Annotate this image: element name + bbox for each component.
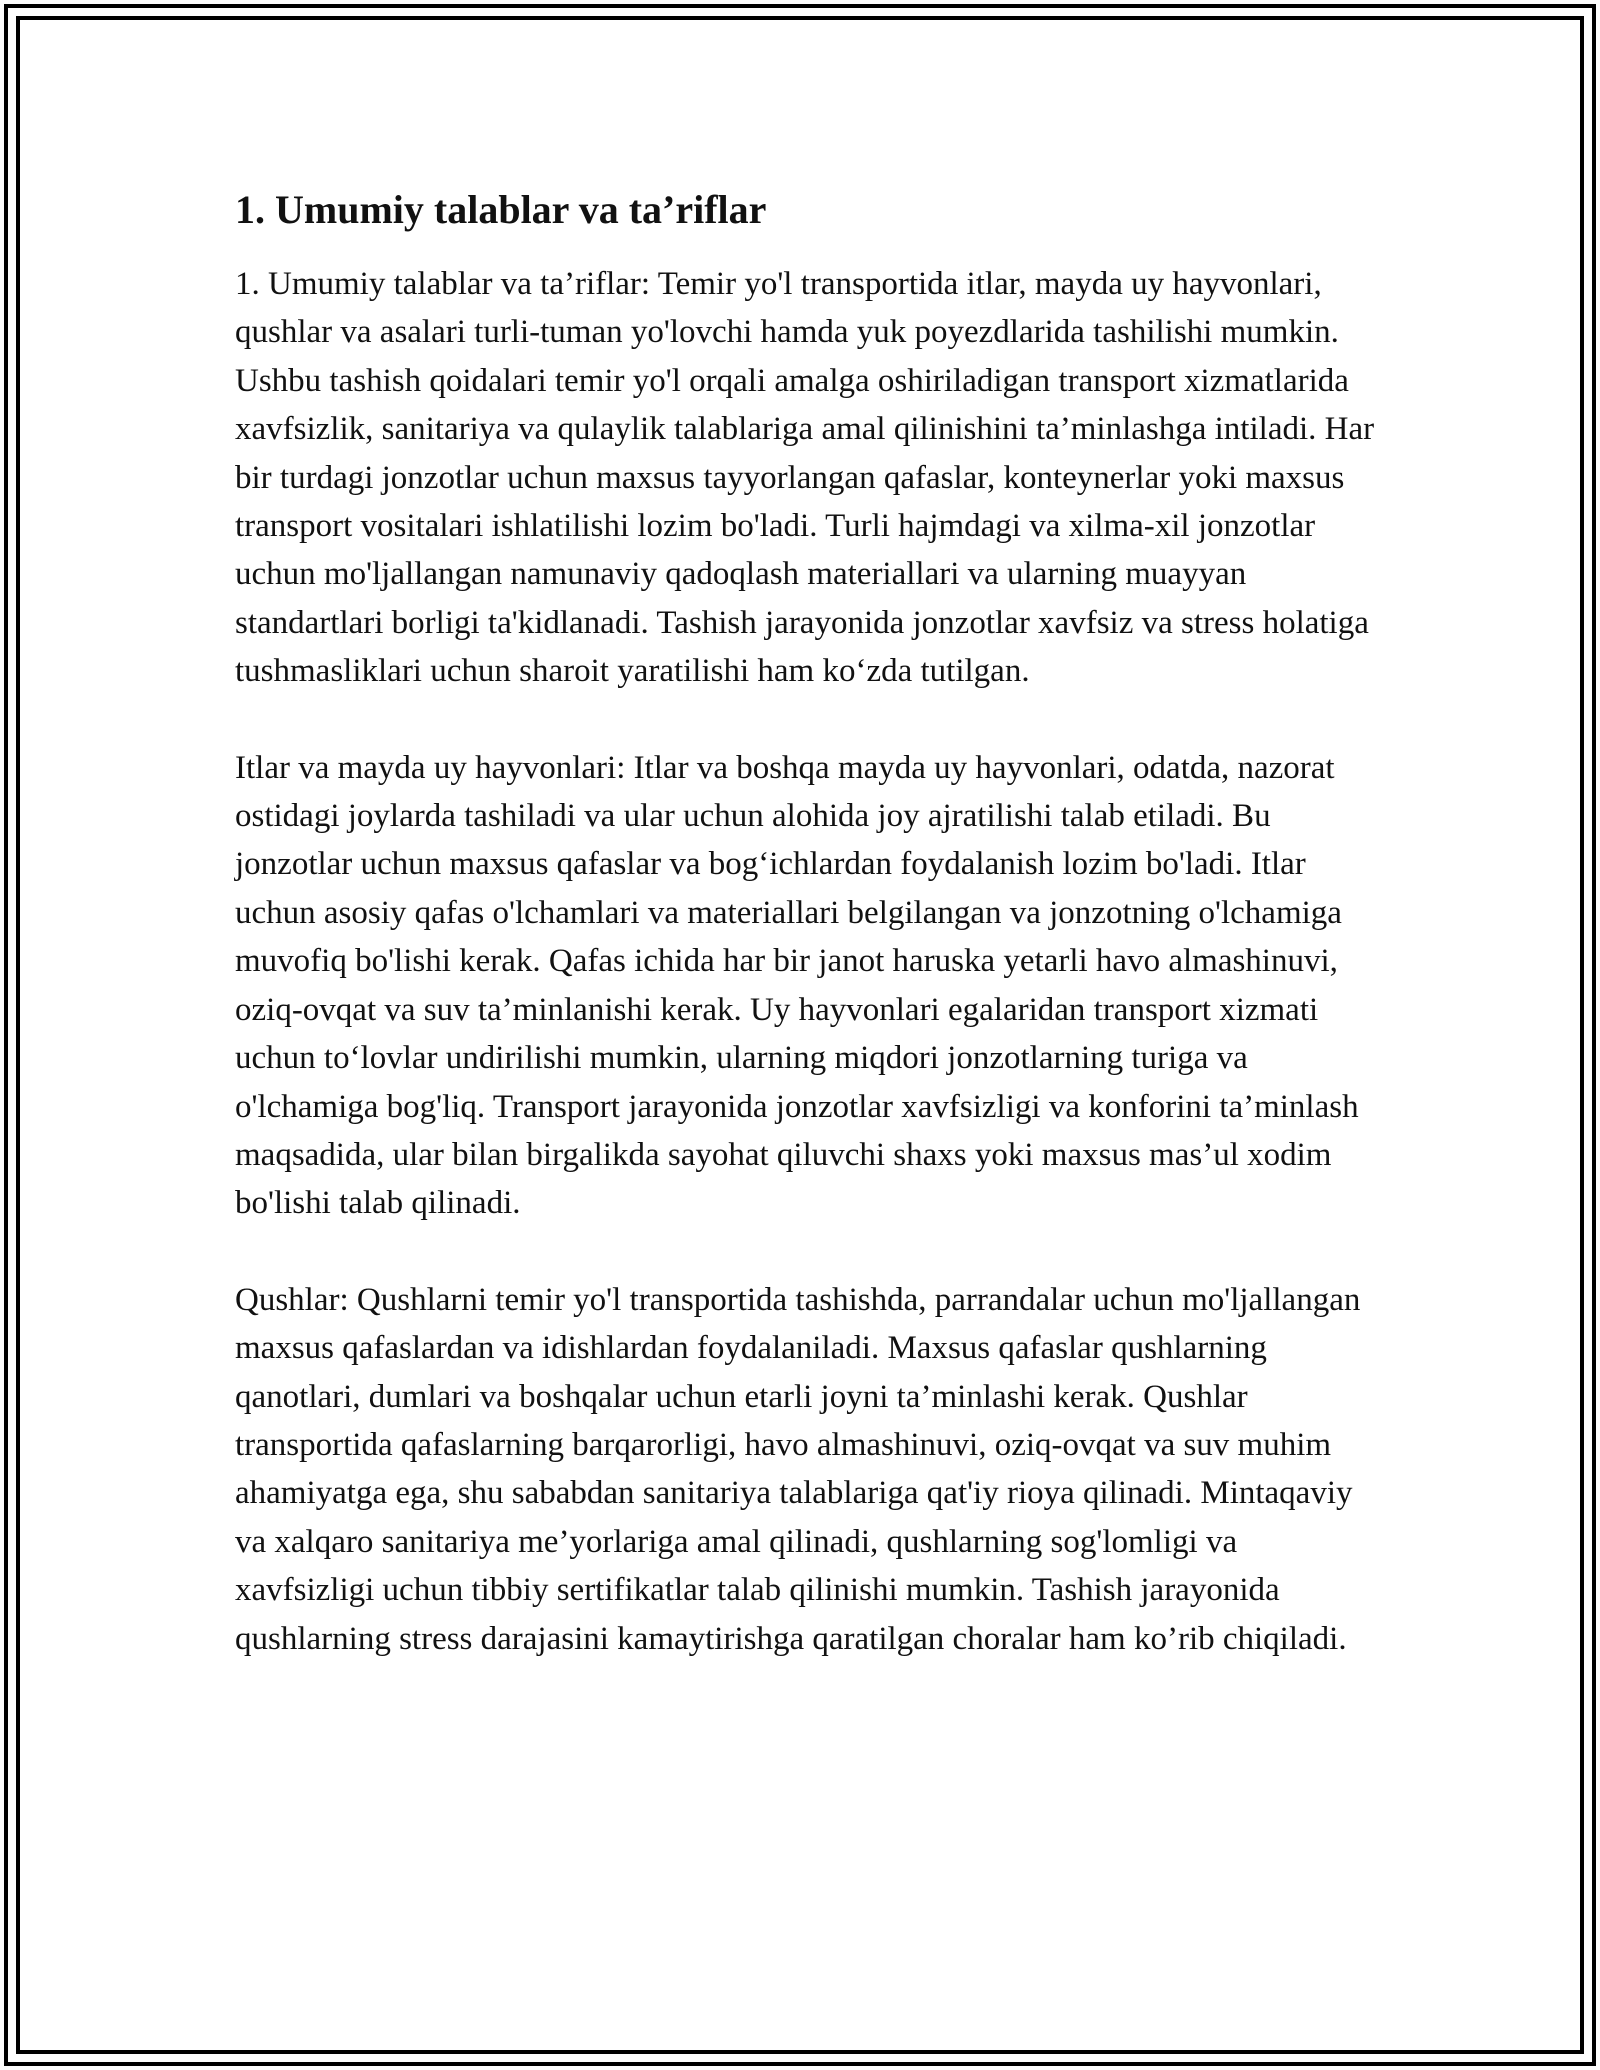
- paragraph-birds: Qushlar: Qushlarni temir yo'l transportida tashishda, parrandalar uchun mo'ljallangan maxsus qafaslardan va idishlardan foydalaniladi. Maxsus qafaslar qushlarning qanotlari, dumlari va boshqalar uchun etarli joyni ta’minlashi kerak. Qushlar transportida qafaslarning barqarorligi, havo almashinuvi, oziq-ovqat va suv muhim ahamiyatga ega, shu sababdan sanitariya talablariga qat'iy rioya qilinadi. Mintaqaviy va xalqaro sanitariya me’yorlariga amal qilinadi, qushlarning sog'lomligi va xavfsizligi uchun tibbiy sertifikatlar talab qilinishi mumkin. Tashish jarayonida qushlarning stress darajasini kamaytirishga qaratilgan choralar ham ko’rib chiqiladi.: [235, 1281, 1361, 1657]
- document-body: [235, 186, 1375, 1711]
- paragraph-general-requirements: 1. Umumiy talablar va ta’riflar: Temir yo'l transportida itlar, mayda uy hayvonlari, qushlar va asalari turli-tuman yo'lovchi hamda yuk poyezdlarida tashilishi mumkin. Ushbu tashish qoidalari temir yo'l orqali amalga oshiriladigan transport xizmatlarida xavfsizlik, sanitariya va qulaylik talablariga amal qilinishini ta’minlashga intiladi. Har bir turdagi jonzotlar uchun maxsus tayyorlangan qafaslar, konteynerlar yoki maxsus transport vositalari ishlatilishi lozim bo'ladi. Turli hajmdagi va xilma-xil jonzotlar uchun mo'ljallangan namunaviy qadoqlash materiallari va ularning muayyan standartlari borligi ta'kidlanadi. Tashish jarayonida jonzotlar xavfsiz va stress holatiga tushmasliklari uchun sharoit yaratilishi ham ko‘zda tutilgan.: [235, 266, 1375, 690]
- paragraph-dogs-small-pets: Itlar va mayda uy hayvonlari: Itlar va boshqa mayda uy hayvonlari, odatda, nazorat ostidagi joylarda tashiladi va ular uchun alohida joy ajratilishi talab etiladi. Bu jonzotlar uchun maxsus qafaslar va bog‘ichlardan foydalanish lozim bo'ladi. Itlar uchun asosiy qafas o'lchamlari va materiallari belgilangan va jonzotning o'lchamiga muvofiq bo'lishi kerak. Qafas ichida har bir janot haruska yetarli havo almashinuvi, oziq-ovqat va suv ta’minlanishi kerak. Uy hayvonlari egalaridan transport xizmati uchun to‘lovlar undirilishi mumkin, ularning miqdori jonzotlarning turiga va o'lchamiga bog'liq. Transport jarayonida jonzotlar xavfsizligi va konforini ta’minlash maqsadida, ular bilan birgalikda sayohat qiluvchi shaxs yoki maxsus mas’ul xodim bo'lishi talab qilinadi.: [235, 749, 1359, 1222]
- section-heading: 1. Umumiy talablar va ta’riflar: [235, 187, 767, 232]
